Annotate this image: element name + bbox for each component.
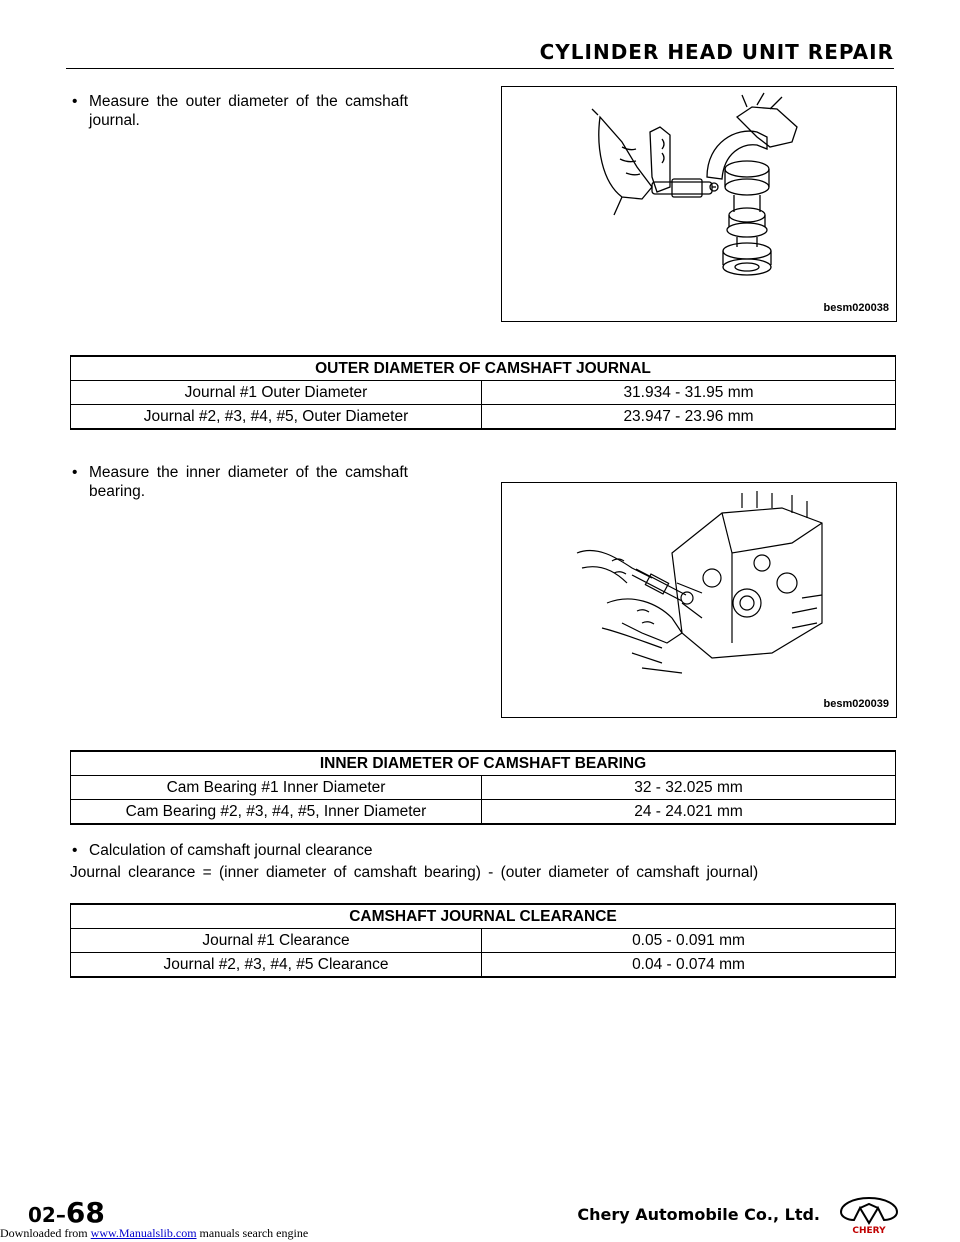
download-prefix: Downloaded from (0, 1226, 91, 1240)
table-title: OUTER DIAMETER OF CAMSHAFT JOURNAL (71, 356, 896, 381)
figure-micrometer (501, 86, 897, 322)
clearance-formula: Journal clearance = (inner diameter of camshaft bearing) - (outer diameter of camshaft journal) (70, 864, 759, 881)
bullet-text: Calculation of camshaft journal clearance (89, 842, 373, 859)
bullet-dot: • (72, 464, 78, 481)
download-notice (0, 1226, 308, 1241)
table-row (71, 953, 896, 978)
company-name: Chery Automobile Co., Ltd. (577, 1205, 820, 1224)
row-label: Cam Bearing #1 Inner Diameter (71, 776, 482, 800)
row-value: 32 - 32.025 mm (482, 776, 896, 800)
bullet-measure-inner (72, 463, 408, 501)
row-value: 0.05 - 0.091 mm (482, 929, 896, 953)
table-outer-diameter (70, 355, 896, 430)
bore-gauge-cylinder-head-illustration (502, 483, 896, 717)
row-label: Journal #1 Outer Diameter (71, 381, 482, 405)
bullet-text: Measure the outer diameter of the camshaft journal. (89, 93, 408, 129)
bullet-measure-outer (72, 92, 408, 130)
bullet-dot: • (72, 842, 78, 859)
download-suffix: manuals search engine (196, 1226, 309, 1240)
table-row (71, 381, 896, 405)
row-label: Cam Bearing #2, #3, #4, #5, Inner Diameter (71, 800, 482, 825)
table-journal-clearance (70, 903, 896, 978)
bullet-text: Measure the inner diameter of the camshaft bearing. (89, 464, 408, 500)
page-header-title: CYLINDER HEAD UNIT REPAIR (539, 40, 894, 64)
table-row (71, 929, 896, 953)
figure-code: besm020038 (823, 302, 889, 314)
row-value: 23.947 - 23.96 mm (482, 405, 896, 430)
table-row (71, 776, 896, 800)
page-prefix: 02– (28, 1203, 66, 1227)
logo-text: CHERY (852, 1226, 886, 1235)
page-number-value: 68 (65, 1196, 105, 1229)
bullet-dot: • (72, 93, 78, 110)
manualslib-link[interactable]: www.Manualslib.com (90, 1226, 197, 1240)
figure-code: besm020039 (823, 698, 889, 710)
bullet-calculation (72, 841, 572, 860)
micrometer-camshaft-illustration (502, 87, 896, 321)
table-inner-diameter (70, 750, 896, 825)
row-value: 24 - 24.021 mm (482, 800, 896, 825)
row-value: 31.934 - 31.95 mm (482, 381, 896, 405)
row-value: 0.04 - 0.074 mm (482, 953, 896, 978)
table-title: CAMSHAFT JOURNAL CLEARANCE (71, 904, 896, 929)
figure-bore-gauge (501, 482, 897, 718)
row-label: Journal #2, #3, #4, #5, Outer Diameter (71, 405, 482, 430)
chery-logo (838, 1195, 900, 1240)
header-rule (66, 68, 894, 69)
row-label: Journal #2, #3, #4, #5 Clearance (71, 953, 482, 978)
table-row (71, 405, 896, 430)
table-title: INNER DIAMETER OF CAMSHAFT BEARING (71, 751, 896, 776)
row-label: Journal #1 Clearance (71, 929, 482, 953)
table-row (71, 800, 896, 825)
page-number (28, 1196, 105, 1229)
chery-logo-icon (838, 1195, 900, 1235)
